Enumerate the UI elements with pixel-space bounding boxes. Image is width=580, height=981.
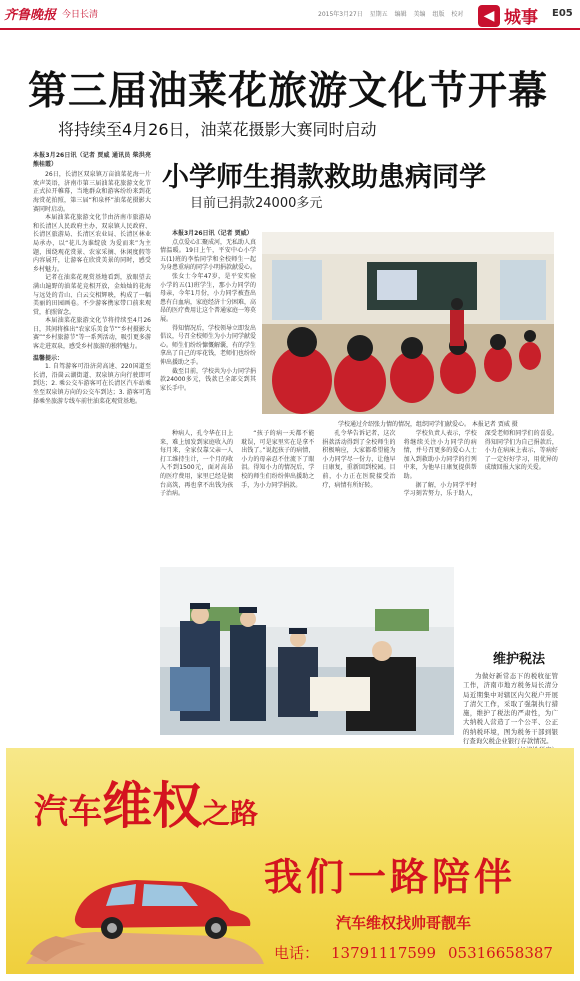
section-logo-icon: ◀: [478, 5, 500, 27]
article-1-paragraph: 26日，长清区双泉镇万亩油菜花海一片欢声笑语，济南市第三届油菜花旅游文化节正式拉开帷幕，当地群众和游客纷纷来到花海赏花拍照，第三届“和泉杯”油菜花摄影大赛同时启动。: [33, 171, 151, 213]
article-1-body: [33, 152, 151, 406]
classroom-illustration: [262, 232, 554, 414]
masthead: [4, 4, 98, 22]
classroom-photo-caption: 学校通过介绍张力情的情况，组织同学们献爱心。 本报记者 贾威 摄: [338, 421, 518, 428]
tax-article: [463, 672, 558, 756]
article-1-paragraph: 本届油菜花旅游文化节将持续至4月26日，其间将推出“农家乐美食节”“乡村摄影大赛”“乡村旅游节”等一系列活动，吸引更多游客走进双泉，感受乡村旅游的独特魅力。: [33, 317, 151, 351]
subheadline-2: 目前已捐款24000多元: [190, 196, 323, 211]
tax-office-photo: [160, 567, 454, 735]
section-label: [478, 3, 538, 28]
headline-2: 小学师生捐款救助患病同学: [162, 162, 486, 193]
article-2-byline: 本报3月26日讯（记者 贾威）: [172, 230, 253, 237]
ad-phone-1: 13791117599: [331, 944, 436, 962]
paper-name: 齐鲁晚报: [4, 7, 57, 23]
issue-layout: 组版: [432, 11, 445, 18]
article-1-paragraph: 本届油菜花旅游文化节由济南市旅游局和长清区人民政府主办，双泉镇人民政府、长清区旅游局、长清区农业局、长清区林业局承办，以“花儿为谁绽放 为爱而来”为主题，围绕观花赏景、农家采摘、休闲度假等内容展开，让游客在欣赏美景的同时，感受乡村魅力。: [33, 214, 151, 273]
ad-headline-2: 我们一路陪伴: [264, 855, 517, 899]
edition-name: 今日长清: [62, 9, 99, 20]
ad-phone-label: 电话：: [274, 944, 320, 962]
issue-info: [318, 9, 468, 18]
ad-phone-line: [274, 942, 565, 963]
article-2-lead: [160, 230, 256, 393]
tax-headline: 维护税法: [493, 652, 546, 667]
article-2-body-paragraph: 孔令华告诉记者，这次捐款活动得到了全校师生的积极响应，大家都希望能为小力同学尽一份力，让他早日康复，重新回到校园。目前，小力正在医院接受治疗，病情有所好转。: [322, 430, 396, 489]
ad-slogan: 汽车维权找帅哥靓车: [336, 914, 472, 932]
hand-holding-car-icon: [16, 844, 266, 970]
issue-proof: 校对: [451, 11, 464, 18]
issue-weekday: 星期五: [369, 11, 388, 18]
page-number: E05: [552, 8, 573, 19]
article-2-body-paragraph: 学校负责人表示，学校将继续关注小力同学的病情，并号召更多的爱心人士加入到救助小力同学的行列中来，为他早日康复提供帮助。: [403, 430, 477, 480]
article-2-paragraph: 点点爱心汇聚成河，无私助人真情温暖。19日上午，平安中心小学五(1)班的李怡同学和全校师生一起为身患重病的同学小明捐款献爱心。: [160, 238, 257, 272]
ad-headline-1: [34, 766, 258, 838]
route-title: 温馨提示：: [33, 354, 64, 362]
issue-date: 2015年3月27日: [318, 11, 363, 18]
section-name: 城事: [504, 8, 538, 28]
article-1-paragraph: 记者在油菜花观赏基地看到，放眼望去满山遍野的油菜花竞相开放，金灿灿的花海与远处的青山、白云交相辉映，构成了一幅美丽的田园画卷。不少游客携家带口前来观赏，拍照留念。: [33, 274, 151, 316]
issue-designer: 美编: [413, 11, 426, 18]
article-2-paragraph: 截至目前，学校共为小力同学捐款24000多元，钱款已全部交到其家长手中。: [160, 367, 257, 392]
article-2-paragraph: 张女士今年47岁，是平安实验小学的五(1)班学生，那小力同学的母亲，今年1月份，小力同学被查出患有白血病，家庭经济十分困难，高昂的医疗费用让这个普通家庭一筹莫展。: [160, 272, 257, 323]
route-text: 1. 自驾游客可沿济菏高速、220国道至长清，沿崮云湖街道、双泉镇方向行驶即可到达；2. 乘公交车游客可在长清区汽车站乘坐至双泉镇方向的公交车到达；3. 游客可选择乘坐旅游专线车前往油菜花观赏基地。: [33, 363, 151, 405]
headline-1: 第三届油菜花旅游文化节开幕: [28, 69, 549, 114]
ad-headline-1a: 汽车: [34, 792, 102, 832]
article-2-body-paragraph: 种病人，孔令华在日上来，难上加发到家庭收入的每月来，全家仅靠父亲一人打工维持生计，一个月的收入不到1500元，面对高昂的医疗费用，家里已经是债台高筑，再也拿不出钱为孩子治病。: [160, 430, 234, 498]
car-rights-advertisement: [6, 748, 574, 974]
article-2-body-paragraph: 据了解，小力同学平时学习刻苦努力，乐于助人，深受老师和同学们的喜爱。得知同学们为自己捐款后，小力在病床上表示，等病好了一定好好学习，用优异的成绩回报大家的关爱。: [403, 430, 558, 498]
classroom-photo: [262, 232, 554, 414]
ad-headline-1b: 维权: [102, 777, 202, 835]
ad-headline-1c: 之路: [202, 797, 259, 830]
article-2-body-paragraph: “孩子的病一天都不能耽误，可是家里实在是拿不出钱了。”说起孩子的病情，小力的母亲忍不住流下了眼泪。得知小力的情况后，学校的师生们纷纷伸出援助之手，为小力同学捐款。: [241, 430, 315, 489]
article-2-paragraph: 得知情况后，学校领导立即发出倡议，号召全校师生为小力同学献爱心。师生们纷纷慷慨解囊，有的学生拿出了自己的零花钱，老师们也纷纷伸出援助之手。: [160, 324, 257, 366]
article-1-byline: 本报3月26日讯（记者 贾威 通讯员 柴洪亮 熊桂霞）: [33, 152, 151, 168]
tax-article-text: 为做好新常态下的税收征管工作，济南市地方税务局长清分局近期集中对辖区内欠税户开展了清欠工作，采取了强制执行措施，维护了税法的严肃性，为广大纳税人营造了一个公平、公正的纳税环境，图为税务干部到银行查询欠税企业银行存款情况。: [463, 672, 558, 746]
subheadline-1: 将持续至4月26日，油菜花摄影大赛同时启动: [58, 120, 377, 139]
ad-phone-2: 05316658387: [448, 944, 553, 962]
issue-editor: 编辑: [394, 11, 407, 18]
tax-office-illustration: [160, 567, 454, 735]
page-header: [0, 0, 580, 30]
article-2-body: [160, 430, 558, 558]
